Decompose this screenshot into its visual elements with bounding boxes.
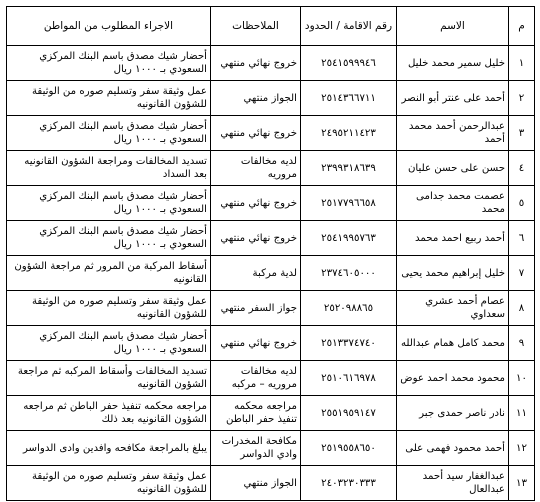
row-residence-number: ٢٤٩٥٢١١٤٢٣ xyxy=(301,116,397,151)
citizens-table xyxy=(6,6,535,501)
row-number: ٧ xyxy=(509,256,535,291)
row-name: نادر ناصر حمدى جبر xyxy=(397,396,509,431)
header-residence: رقم الاقامة / الحدود xyxy=(301,7,397,46)
row-number: ٩ xyxy=(509,326,535,361)
header-action: الاجراء المطلوب من المواطن xyxy=(7,7,211,46)
row-name: عبدالغفار سيد أحمد عبدالعال xyxy=(397,466,509,501)
row-residence-number: ٢٥١٤٣٦٦٧١١ xyxy=(301,81,397,116)
table-row xyxy=(7,151,535,186)
row-number: ١٢ xyxy=(509,431,535,466)
table-header-row xyxy=(7,7,535,46)
row-number: ٢ xyxy=(509,81,535,116)
row-name: أحمد على عنتر أبو النصر xyxy=(397,81,509,116)
table-body xyxy=(7,46,535,501)
row-notes: خروج نهائي منتهي xyxy=(211,116,301,151)
header-name: الاسم xyxy=(397,7,509,46)
row-name: أحمد ربيع احمد محمد xyxy=(397,221,509,256)
table-row xyxy=(7,466,535,501)
row-name: خليل سمير محمد خليل xyxy=(397,46,509,81)
row-number: ٥ xyxy=(509,186,535,221)
row-required-action: عمل وثيقة سفر وتسليم صوره من الوثيقة للشؤون القانونيه xyxy=(7,81,211,116)
table-row xyxy=(7,396,535,431)
row-required-action: عمل وثيقة سفر وتسليم صوره من الوثيقة للشؤون القانونيه xyxy=(7,291,211,326)
row-name: عصام أحمد عشري سعداوي xyxy=(397,291,509,326)
row-residence-number: ٢٥٥١٩٥٩١٤٧ xyxy=(301,396,397,431)
row-required-action: أحضار شيك مصدق باسم البنك المركزي السعودي بـ ١٠٠٠ ريال xyxy=(7,326,211,361)
table-row xyxy=(7,431,535,466)
row-number: ٨ xyxy=(509,291,535,326)
row-residence-number: ٢٥١٠٦١٦٩٧٨ xyxy=(301,361,397,396)
table-row xyxy=(7,361,535,396)
row-residence-number: ٢٥٤١٩٩٥٧٦٣ xyxy=(301,221,397,256)
table-row xyxy=(7,291,535,326)
row-residence-number: ٢٤٠٣٢٣٠٣٣٣ xyxy=(301,466,397,501)
row-residence-number: ٢٥٢٠٩٨٨٦٥ xyxy=(301,291,397,326)
row-number: ١٠ xyxy=(509,361,535,396)
row-name: عبدالرحمن أحمد محمد أحمد xyxy=(397,116,509,151)
row-residence-number: ٢٣٩٩٣١٨٦٣٩ xyxy=(301,151,397,186)
row-notes: الجواز منتهي xyxy=(211,466,301,501)
row-notes: خروج نهائي منتهي xyxy=(211,221,301,256)
row-notes: لديه مخالفات مروريه xyxy=(211,151,301,186)
row-number: ٤ xyxy=(509,151,535,186)
row-required-action: يبلغ بالمراجعة مكافحه وافدين وادى الدواسر xyxy=(7,431,211,466)
row-notes: خروج نهائي منتهي xyxy=(211,46,301,81)
row-notes: لدية مركبة xyxy=(211,256,301,291)
row-required-action: أحضار شيك مصدق باسم البنك المركزي السعودي بـ ١٠٠٠ ريال xyxy=(7,116,211,151)
row-required-action: تسديد المخالفات وأسقاط المركبه ثم مراجعة الشؤون القانونيه xyxy=(7,361,211,396)
row-notes: خروج نهائي منتهي xyxy=(211,186,301,221)
table-row xyxy=(7,221,535,256)
row-required-action: أحضار شيك مصدق باسم البنك المركزي السعودي بـ ١٠٠٠ ريال xyxy=(7,221,211,256)
header-num: م xyxy=(509,7,535,46)
row-number: ٣ xyxy=(509,116,535,151)
row-required-action: أسقاط المركبة من المرور ثم مراجعة الشؤون القانونيه xyxy=(7,256,211,291)
row-number: ١٣ xyxy=(509,466,535,501)
row-name: أحمد محمود فهمى على xyxy=(397,431,509,466)
table-row xyxy=(7,46,535,81)
row-number: ٦ xyxy=(509,221,535,256)
table-row xyxy=(7,256,535,291)
row-required-action: مراجعه محكمه تنفيذ حفر الباطن ثم مراجعه الشؤون القانونيه بعد ذلك xyxy=(7,396,211,431)
row-name: محمود محمد احمد عوض xyxy=(397,361,509,396)
row-required-action: عمل وثيقة سفر وتسليم صوره من الوثيقة للشؤون القانونيه xyxy=(7,466,211,501)
row-notes: لديه مخالفات مروريه – مركبه xyxy=(211,361,301,396)
row-notes: خروج نهائي منتهي xyxy=(211,326,301,361)
row-notes: جواز السفر منتهي xyxy=(211,291,301,326)
row-notes: مكافحة المخدرات وادي الدواسر xyxy=(211,431,301,466)
header-notes: الملاحظات xyxy=(211,7,301,46)
table-row xyxy=(7,326,535,361)
table-row xyxy=(7,81,535,116)
row-residence-number: ٢٥١٩٥٥٨٦٥٠ xyxy=(301,431,397,466)
row-required-action: أحضار شيك مصدق باسم البنك المركزي السعودي بـ ١٠٠٠ ريال xyxy=(7,46,211,81)
row-notes: مراجعه محكمه تنفيذ حفر الباطن xyxy=(211,396,301,431)
row-residence-number: ٢٥٤١٥٩٩٩٤٦ xyxy=(301,46,397,81)
row-notes: الجواز منتهي xyxy=(211,81,301,116)
table-row xyxy=(7,116,535,151)
row-required-action: أحضار شيك مصدق باسم البنك المركزي السعودي بـ ١٠٠٠ ريال xyxy=(7,186,211,221)
row-name: عصمت محمد جدامى محمد xyxy=(397,186,509,221)
row-residence-number: ٢٥١٧٧٩٦٦٥٨ xyxy=(301,186,397,221)
row-number: ١١ xyxy=(509,396,535,431)
row-name: حسن على حسن عليان xyxy=(397,151,509,186)
row-residence-number: ٢٣٧٤٦٠٥٠٠٠ xyxy=(301,256,397,291)
row-residence-number: ٢٥١٣٣٧٤٧٤٠ xyxy=(301,326,397,361)
table-row xyxy=(7,186,535,221)
row-name: محمد كامل همام عبدالله xyxy=(397,326,509,361)
row-name: خليل إبراهيم محمد يحيى xyxy=(397,256,509,291)
row-number: ١ xyxy=(509,46,535,81)
row-required-action: تسديد المخالفات ومراجعة الشؤون القانونيه بعد السداد xyxy=(7,151,211,186)
